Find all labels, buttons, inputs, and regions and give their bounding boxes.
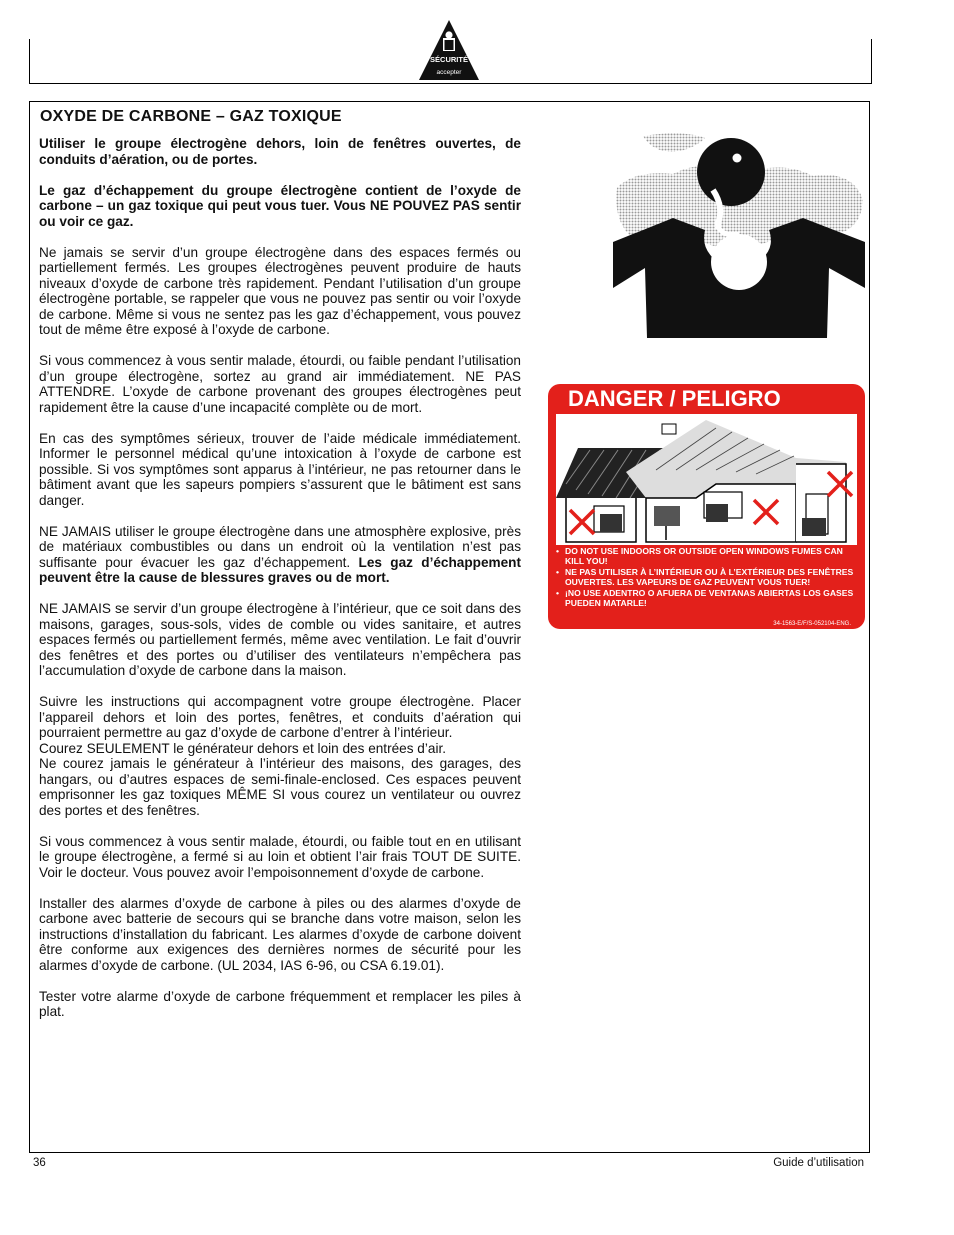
house-generator-illustration: [556, 414, 857, 545]
paragraph: Le gaz d’échappement du groupe électrogène contient de l’oxyde de carbone – un gaz toxique qui peut vous tuer. Vous NE POUVEZ PAS sentir ou voir ce gaz.: [39, 182, 521, 229]
warning-line-en: • DO NOT USE INDOORS OR OUTSIDE OPEN WINDOWS FUMES CAN KILL YOU!: [556, 546, 861, 567]
paragraph: Tester votre alarme d’oxyde de carbone fréquemment et remplacer les piles à plat.: [39, 988, 521, 1019]
toxic-gas-icon: [613, 130, 865, 338]
page-number: 36: [33, 1157, 46, 1169]
badge-line1: SÉCURITÉ: [430, 55, 468, 64]
house-illustration-icon: [556, 414, 857, 545]
danger-label-text: [556, 546, 861, 608]
paragraph-bold: Les gaz d’échappement peuvent être la cause de blessures graves ou de mort.: [39, 554, 521, 585]
paragraph-text: NE JAMAIS utiliser le groupe électrogène dans une atmosphère explosive, près de matériaux combustibles ou dans un endroit où la ventilation n’est pas suffisante pour évacuer les gaz d’échappement.: [39, 523, 521, 570]
text-column: [39, 136, 521, 1035]
paragraph: Ne courez jamais le générateur à l’intérieur des maisons, des garages, des hangars, ou d’autres espaces de semi-finale-enclosed. Ces espaces peuvent emprisonner les gaz toxiques MÊME SI vous courez un ventilateur ou ouvrez des portes et des fenêtres.: [39, 756, 521, 818]
paragraph: Courez SEULEMENT le générateur dehors et loin des entrées d’air.: [39, 740, 447, 756]
paragraph: Installer des alarmes d’oxyde de carbone à piles ou des alarmes d’oxyde de carbone avec batterie de secours qui se branche dans votre maison, selon les instructions d’installation du fabricant. Les alarmes d’oxyde de carbone doivent être conforme aux exigences des dernières normes de sécurité pour les alarmes d’oxyde de carbone. (UL 2034, IAS 6-96, ou CSA 6.19.01).: [39, 895, 521, 973]
paragraph: Utiliser le groupe électrogène dehors, loin de fenêtres ouvertes, de conduits d’aération, ou de portes.: [39, 136, 521, 167]
section-heading: OXYDE DE CARBONE – GAZ TOXIQUE: [40, 108, 342, 125]
badge-line2: accepter: [436, 69, 462, 76]
warning-line-fr: • NE PAS UTILISER À L’INTÉRIEUR OU À L’EXTÉRIEUR DES FENÊTRES OUVERTES. LES VAPEURS DE GAZ PEUVENT VOUS TUER!: [556, 567, 861, 588]
content-box: [29, 101, 870, 1153]
paragraph: Si vous commencez à vous sentir malade, étourdi, ou faible tout en en utilisant le groupe électrogène, a fermé si au loin et obtient l’air frais TOUT DE SUITE. Voir le docteur. Vous pouvez avoir l’empoisonnement d’oxyde de carbone.: [39, 833, 521, 880]
warning-line-es: • ¡NO USE ADENTRO O AFUERA DE VENTANAS ABIERTAS LOS GASES PUEDEN MATARLE!: [556, 588, 861, 609]
footer-guide-title: Guide d’utilisation: [773, 1157, 864, 1169]
paragraph: En cas des symptômes sérieux, trouver de l’aide médicale immédiatement. Informer le personnel médical qu’une intoxication à l’oxyde de carbone est possible. Si vos symptômes sont apparus à l’intérieur, ne pas retourner dans le bâtiment avant que les sapeurs pompiers s’assurent que le bâtiment est sans danger.: [39, 430, 521, 508]
safety-badge-icon: [417, 0, 481, 82]
paragraph: [39, 524, 521, 586]
danger-label-title: DANGER / PELIGRO: [568, 386, 781, 411]
paragraph: Ne jamais se servir d’un groupe électrogène dans des espaces fermés ou partiellement fermés. Les groupes électrogènes peuvent produire de hauts niveaux d’oxyde de carbone très rapidement. Pendant l’utilisation d’un groupe électrogène portable, se rappeler que vous ne pouvez pas sentir ou voir l’oxyde de carbone. Même si vous ne sentez pas les gaz d’échappement, vous pouvez tout de même être exposé à l’oxyde de carbone.: [39, 244, 521, 337]
paragraph: NE JAMAIS se servir d’un groupe électrogène à l’intérieur, que ce soit dans des maisons, garages, sous-sols, vides de comble ou vides sanitaire, et autres espaces fermés ou partiellement fermés, même avec ventilation. Le fait d’ouvrir des fenêtres et des portes ou d’utiliser des ventilateurs n’empêchera pas l’accumulation d’oxyde de carbone dans la maison.: [39, 601, 521, 678]
paragraph: Si vous commencez à vous sentir malade, étourdi, ou faible pendant l’utilisation d’un groupe électrogène, sortez au grand air immédiatement. NE PAS ATTENDRE. L’oxyde de carbone provenant des groupes électrogènes peut rapidement être la cause d’une incapacité complète ou de mort.: [39, 353, 521, 415]
paragraph: Suivre les instructions qui accompagnent votre groupe électrogène. Placer l’appareil dehors et loin des portes, fenêtres, et conduits d’aération qui pourraient permettre au gaz d’oxyde de carbone d’entrer à l’intérieur.: [39, 694, 521, 740]
danger-label: [548, 384, 865, 629]
safety-alert-badge: [417, 0, 481, 82]
label-part-code: 34-1563-E/F/S-052104-ENG.: [773, 621, 851, 627]
